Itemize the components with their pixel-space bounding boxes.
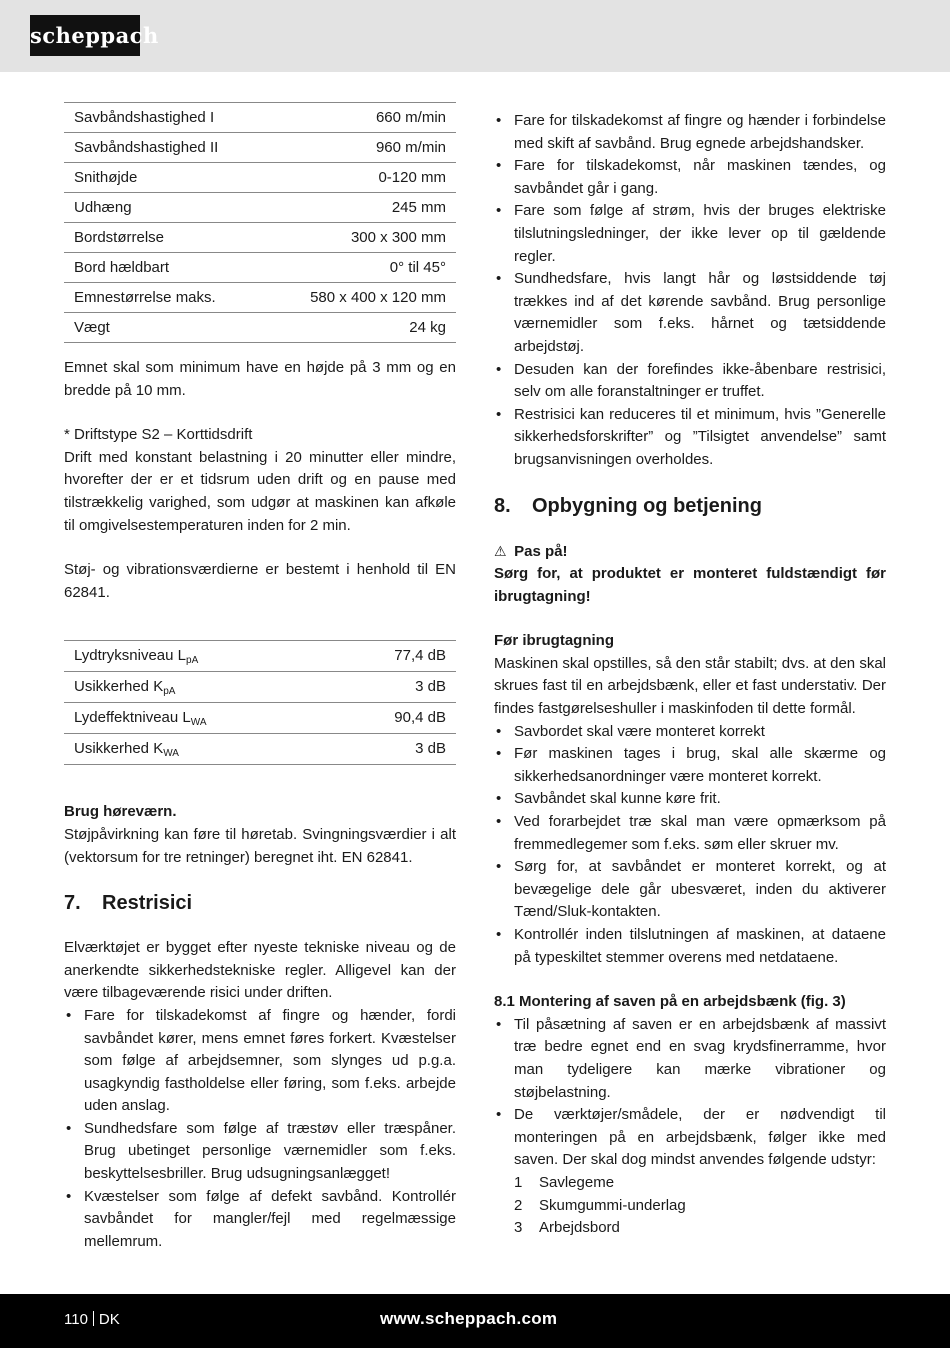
noise-label: Usikkerhed $K_{WA}$ bbox=[64, 734, 331, 765]
before-use-text: Maskinen skal opstilles, så den står stabilt; dvs. at den skal skrues fast til en arbejdsbænk, eller et fast understativ. Der findes fastgørelseshuller i maskinfoden til dette formål. bbox=[494, 654, 886, 718]
table-row bbox=[64, 253, 456, 283]
list-item: • Restrisici kan reduceres til et minimum, hvis ”Generelle sikkerhedsforskrifter” og ”Tilsigtet anvendelse” samt brugsanvisningen overholdes. bbox=[494, 404, 886, 472]
spec-value: 24 kg bbox=[265, 313, 456, 343]
noise-value: 77,4 dB bbox=[331, 641, 456, 672]
scheppach-logo: scheppach bbox=[30, 15, 140, 56]
noise-value: 3 dB bbox=[331, 672, 456, 703]
noise-intro: Støj- og vibrationsværdierne er bestemt i henhold til EN 62841. bbox=[64, 561, 456, 601]
list-item: • Fare som følge af strøm, hvis der bruges elektriske tilslutningsledninger, der ikke lever op til gældende regler. bbox=[494, 200, 886, 268]
table-row bbox=[64, 313, 456, 343]
noise-value: 90,4 dB bbox=[331, 703, 456, 734]
table-row bbox=[64, 734, 456, 765]
section-8-heading: 8. Opbygning og betjening bbox=[494, 494, 762, 517]
list-item: • Til påsætning af saven er en arbejdsbænk af massivt træ bedre egnet end en svag krydsfinerramme, hvor man tydeligere kan mærke vibrationer og støjbelastning. bbox=[494, 1014, 886, 1104]
table-row bbox=[64, 283, 456, 313]
table-row bbox=[64, 103, 456, 133]
list-item: 1 Savlegeme bbox=[514, 1173, 615, 1191]
spec-value: 0-120 mm bbox=[265, 163, 456, 193]
noise-value: 3 dB bbox=[331, 734, 456, 765]
table-row bbox=[64, 223, 456, 253]
left-column bbox=[64, 102, 456, 1253]
list-item: • Kontrollér inden tilslutningen af maskinen, at dataene på typeskiltet stemmer overens med netdataene. bbox=[494, 924, 886, 969]
before-use-title: Før ibrugtagning bbox=[494, 632, 614, 650]
list-item: • Sundhedsfare, hvis langt hår og løstsiddende tøj trækkes ind af det kørende savbånd. Brug personlige værnemidler som f.eks. hårnet og tætsiddende arbejdstøj. bbox=[494, 268, 886, 358]
mounting-title: 8.1 Montering af saven på en arbejdsbænk (fig. 3) bbox=[494, 993, 846, 1011]
warning-triangle-icon: ⚠ bbox=[494, 542, 507, 559]
footer-bar bbox=[0, 1294, 950, 1348]
table-row bbox=[64, 133, 456, 163]
min-size-paragraph: Emnet skal som minimum have en højde på 3 mm og en bredde på 10 mm. bbox=[64, 359, 456, 399]
table-row bbox=[64, 672, 456, 703]
mounting-list bbox=[494, 1014, 886, 1172]
list-item: • Fare for tilskadekomst af fingre og hænder i forbindelse med skift af savbånd. Brug egnede arbejdshandsker. bbox=[494, 110, 886, 155]
page-number: 110 DK bbox=[64, 1311, 120, 1328]
spec-value: 660 m/min bbox=[265, 103, 456, 133]
noise-label: Lydtryksniveau $L_{pA}$ bbox=[64, 641, 331, 672]
spec-value: 300 x 300 mm bbox=[265, 223, 456, 253]
right-column bbox=[494, 110, 886, 1240]
header-bar bbox=[0, 0, 950, 72]
noise-label: Usikkerhed $K_{pA}$ bbox=[64, 672, 331, 703]
table-row bbox=[64, 193, 456, 223]
list-item: • Sørg for, at savbåndet er monteret korrekt, og at bevægelige dele går ubesværet, inden du aktiverer Tænd/Sluk-kontakten. bbox=[494, 856, 886, 924]
warning-title: ⚠ Pas på! bbox=[494, 540, 886, 564]
divider bbox=[93, 1311, 94, 1326]
list-item: • Ved forarbejdet træ skal man være opmærksom på fremmedlegemer som f.eks. søm eller skruer mv. bbox=[494, 811, 886, 856]
section-7-intro: Elværktøjet er bygget efter nyeste tekniske niveau og de anerkendte sikkerhedstekniske regler. Alligevel kan der være tilbageværende risici under driften. bbox=[64, 939, 456, 1002]
spec-label: Bord hældbart bbox=[64, 253, 265, 283]
duty-type-title: * Driftstype S2 – Korttidsdrift bbox=[64, 426, 253, 444]
noise-table bbox=[64, 640, 456, 765]
list-item: • Fare for tilskadekomst af fingre og hænder, fordi savbåndet kører, mens emnet føres forkert. Kvæstelser som følge af arbejdsemner, som slynges ud p.g.a. usagkyndig fastholdelse eller føring, som f.eks. arbejde uden anslag. bbox=[64, 1005, 456, 1118]
section-7-heading: 7. Restrisici bbox=[64, 892, 193, 915]
list-item: • Fare for tilskadekomst, når maskinen tændes, og savbåndet går i gang. bbox=[494, 155, 886, 200]
spec-value: 245 mm bbox=[265, 193, 456, 223]
list-item: • Før maskinen tages i brug, skal alle skærme og sikkerhedsanordninger være monteret korrekt. bbox=[494, 743, 886, 788]
duty-type-text: Drift med konstant belastning i 20 minutter eller mindre, hvorefter der er et tidsrum uden drift og en pause med tilstrækkelig varighed, som udgør at maskinen kan afkøle til omgivelsestemperaturen inden for 2 min. bbox=[64, 448, 456, 534]
spec-value: 960 m/min bbox=[265, 133, 456, 163]
noise-label: Lydeffektniveau $L_{WA}$ bbox=[64, 703, 331, 734]
spec-value: 0° til 45° bbox=[265, 253, 456, 283]
residual-risk-list bbox=[64, 1005, 456, 1254]
before-use-list bbox=[494, 721, 886, 970]
residual-risk-list-continued bbox=[494, 110, 886, 472]
hearing-protection-title: Brug høreværn. bbox=[64, 803, 177, 821]
warning-text: Sørg for, at produktet er monteret fuldstændigt før ibrugtagning! bbox=[494, 565, 886, 605]
spec-label: Savbåndshastighed I bbox=[64, 103, 265, 133]
technical-data-table bbox=[64, 102, 456, 343]
hearing-protection-text: Støjpåvirkning kan føre til høretab. Svingningsværdier i alt (vektorsum for tre retninger) beregnet iht. EN 62841. bbox=[64, 825, 456, 866]
list-item: • Desuden kan der forefindes ikke-åbenbare restrisici, selv om alle foranstaltninger er truffet. bbox=[494, 359, 886, 404]
list-item: 3 Arbejdsbord bbox=[514, 1219, 620, 1237]
list-item: • Savbåndet skal kunne køre frit. bbox=[494, 788, 886, 811]
table-row bbox=[64, 641, 456, 672]
table-row bbox=[64, 163, 456, 193]
spec-label: Bordstørrelse bbox=[64, 223, 265, 253]
spec-label: Vægt bbox=[64, 313, 265, 343]
spec-label: Emnestørrelse maks. bbox=[64, 283, 265, 313]
table-row bbox=[64, 703, 456, 734]
list-item: 2 Skumgummi-underlag bbox=[514, 1196, 686, 1214]
spec-label: Udhæng bbox=[64, 193, 265, 223]
spec-value: 580 x 400 x 120 mm bbox=[265, 283, 456, 313]
list-item: • Kvæstelser som følge af defekt savbånd. Kontrollér savbåndet for mangler/fejl med regelmæssige mellemrum. bbox=[64, 1186, 456, 1254]
website-url: www.scheppach.com bbox=[380, 1309, 558, 1328]
spec-label: Snithøjde bbox=[64, 163, 265, 193]
equipment-list bbox=[494, 1172, 886, 1240]
list-item: • Savbordet skal være monteret korrekt bbox=[494, 721, 886, 744]
spec-label: Savbåndshastighed II bbox=[64, 133, 265, 163]
list-item: • Sundhedsfare som følge af træstøv eller træspåner. Brug ubetinget personlige værnemidler som f.eks. beskyttelsesbriller. Brug udsugningsanlægget! bbox=[64, 1118, 456, 1186]
list-item: • De værktøjer/smådele, der er nødvendigt til monteringen på en arbejdsbænk, følger ikke med saven. Der skal dog mindst anvendes følgende udstyr: bbox=[494, 1104, 886, 1172]
